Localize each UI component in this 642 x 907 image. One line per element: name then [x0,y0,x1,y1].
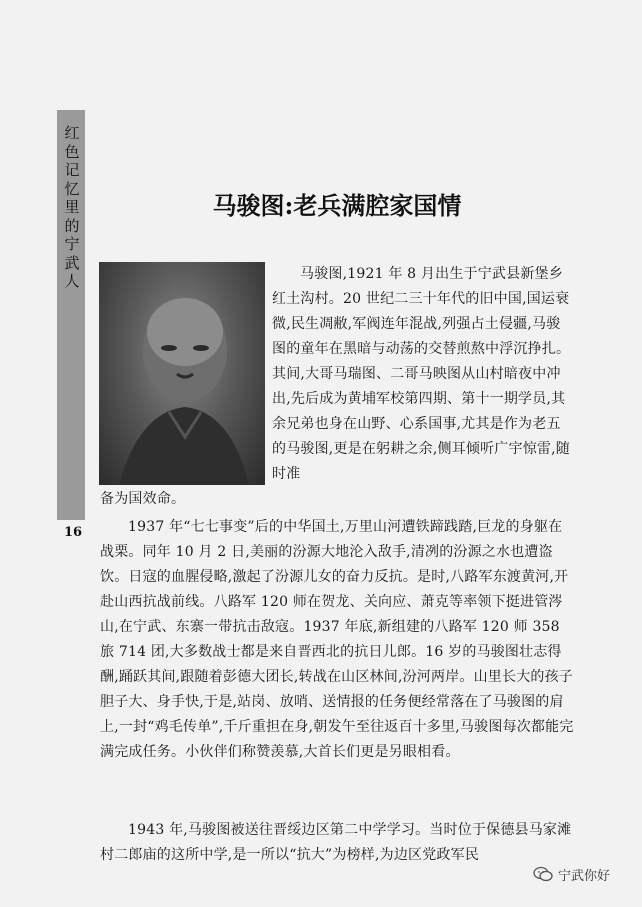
paragraph-war: 1937 年“七七事变”后的中华国土,万里山河遭铁蹄践踏,巨龙的身躯在战栗。同年 10 月 2 日,美丽的汾源大地沦入敌手,清冽的汾源之水也遭盗饮。日寇的血腥侵略,激起了汾源儿女的奋力反抗。是时,八路军东渡黄河,开赴山西抗战前线。八路军 120 师在贺龙、关向应、萧克等率领下挺进管涔山,在宁武、东寨一带抗击敌寇。1937 年底,新组建的八路军 120 师 358 旅 714 团,大多数战士都是来自晋西北的抗日儿郎。16 岁的马骏图壮志得酬,踊跃其间,跟随着彭德大团长,转战在山区林间,汾河两岸。山里长大的孩子胆子大、身手快,于是,站岗、放哨、送情报的任务便经常落在了马骏图的肩上,一封“鸡毛传单”,千斤重担在身,朝发午至往返百十多里,马骏图每次都能完满完成任务。小伙伴们称赞羡慕,大首长们更是另眼相看。 [100,519,574,760]
paragraph-intro: 马骏图,1921 年 8 月出生于宁武县新堡乡红土沟村。20 世纪二三十年代的旧中国,国运衰微,民生凋敝,军阀连年混战,列强占土侵疆,马骏图的童年在黑暗与动荡的交替煎熬中浮沉挣扎。其间,大哥马瑞图、二哥马映图从山村暗夜中冲出,先后成为黄埔军校第四期、第十一期学员,其余兄弟也身在山野、心系国事,尤其是作为老五的马骏图,更是在躬耕之余,侧耳倾听广宇惊雷,随时准 [272,266,571,482]
paragraph-school: 1943 年,马骏图被送往晋绥边区第二中学学习。当时位于保德县马家滩村二郎庙的这所中学,是一所以“抗大”为榜样,为边区党政军民 [100,822,572,863]
watermark [532,862,610,886]
watermark-text: 宁武你好 [558,868,611,884]
portrait-photo-icon [99,262,265,485]
wechat-channel-icon [532,865,554,883]
portrait-photo [99,262,265,485]
paragraph-intro-end: 备为国效命。 [100,491,186,507]
page-number: 16 [63,525,83,540]
article-title: 马骏图:老兵满腔家国情 [212,191,462,220]
book-title-vertical: 红色记忆里的宁武人 [64,124,80,290]
